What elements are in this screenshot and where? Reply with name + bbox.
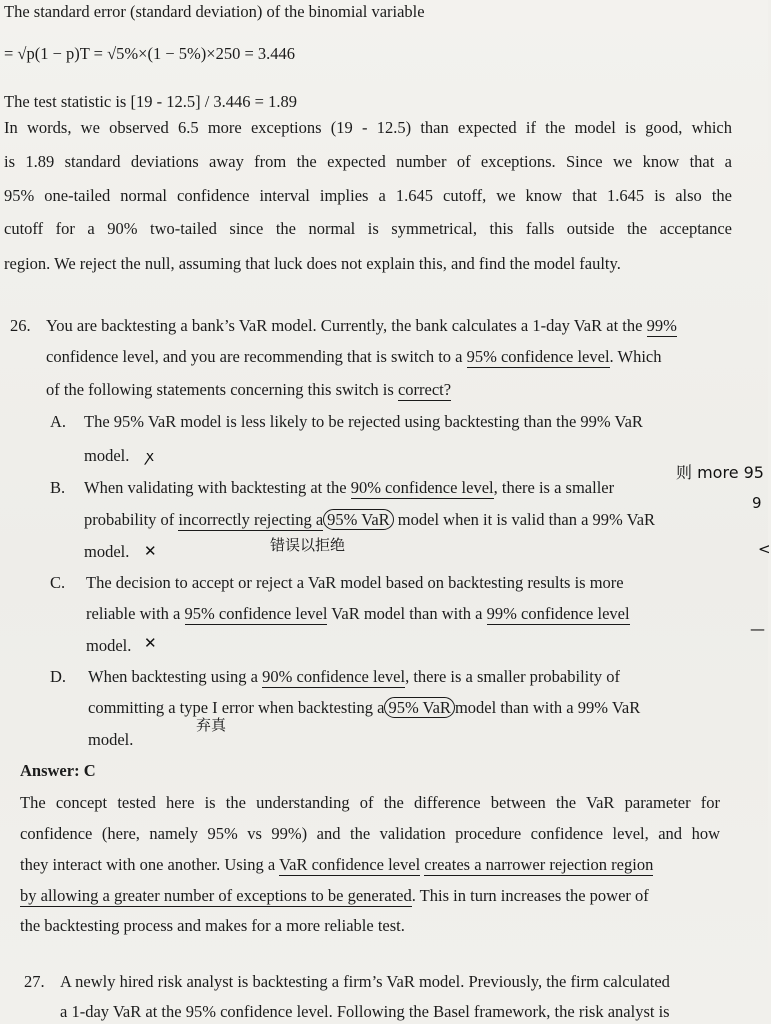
stem-text: . Which [609, 347, 662, 366]
explanation-line: The concept tested here is the understanding of the difference between the VaR parameter for [20, 793, 720, 812]
stem-text: You are backtesting a bank’s VaR model. Currently, the bank calculates a 1-day VaR at the [46, 316, 647, 335]
circled-text: 95% VaR [384, 697, 455, 718]
question-stem-line: a 1-day VaR at the 95% confidence level. Following the Basel framework, the risk analyst is [60, 1002, 670, 1021]
stem-text: of the following statements concerning this switch is [46, 380, 398, 399]
option-text: , there is a smaller [493, 478, 615, 497]
question-stem-line [46, 316, 677, 336]
option-text: probability of [84, 510, 179, 529]
underlined-text: 99% confidence level [486, 604, 630, 623]
handwritten-margin-note: 9 [752, 494, 762, 512]
intro-paragraph-line: region. We reject the null, assuming that luck does not explain this, and find the model faulty. [4, 254, 621, 273]
underlined-text: 95% confidence level [184, 604, 328, 623]
circled-text: 95% VaR [323, 509, 394, 530]
handwritten-note: 错误以拒绝 [270, 536, 346, 554]
question-stem-line [46, 380, 451, 400]
option-text: reliable with a [86, 604, 185, 623]
explanation-line [20, 886, 649, 906]
question-stem-line: A newly hired risk analyst is backtesting a firm’s VaR model. Previously, the firm calculated [60, 972, 670, 991]
option-d-text: model. [88, 730, 134, 749]
underlined-text: creates a narrower rejection region [424, 855, 654, 874]
underlined-text: by allowing a greater number of exceptions to be generated [20, 886, 412, 905]
option-b-text: model. [84, 542, 130, 561]
option-b-text [84, 478, 614, 498]
question-stem-line [46, 347, 661, 367]
option-text: VaR model than with a [327, 604, 487, 623]
intro-paragraph-line: is 1.89 standard deviations away from the expected number of exceptions. Since we know that a [4, 152, 732, 171]
explanation-text: . This in turn increases the power of [411, 886, 649, 905]
underlined-text: 95% confidence level [466, 347, 610, 366]
option-label: C. [50, 573, 66, 592]
intro-paragraph-line: In words, we observed 6.5 more exceptions (19 - 12.5) than expected if the model is good, which [4, 118, 732, 137]
option-d-text [88, 698, 640, 718]
underlined-text: 90% confidence level [350, 478, 494, 497]
option-d-text [88, 667, 620, 687]
option-label: D. [50, 667, 67, 686]
underlined-text: incorrectly rejecting a [178, 510, 324, 529]
explanation-line: the backtesting process and makes for a more reliable test. [20, 916, 405, 935]
intro-paragraph-line: 95% one-tailed normal confidence interval implies a 1.645 cutoff, we know that 1.645 is also the [4, 186, 732, 205]
option-text: committing a type I error when backtesting a [88, 698, 385, 717]
option-text: When backtesting using a [88, 667, 263, 686]
option-c-text: model. [86, 636, 132, 655]
option-text: model than with a 99% VaR [454, 698, 641, 717]
question-number: 27. [24, 972, 45, 991]
handwritten-margin-note: < [758, 540, 771, 558]
handwritten-note: 弃真 [196, 716, 227, 734]
option-c-text [86, 604, 630, 624]
handwritten-note: 则 more 95 [676, 463, 764, 482]
explanation-text: they interact with one another. Using a [20, 855, 280, 874]
handwritten-margin-note: — [750, 620, 765, 638]
underlined-text: 90% confidence level [262, 667, 406, 686]
option-label: A. [50, 412, 67, 431]
intro-paragraph-line: cutoff for a 90% two-tailed since the normal is symmetrical, this falls outside the acceptance [4, 219, 732, 238]
underlined-text: correct? [397, 380, 452, 399]
option-text: , there is a smaller probability of [405, 667, 620, 686]
option-c-text: The decision to accept or reject a VaR model based on backtesting results is more [86, 573, 624, 592]
underlined-text: 99% [646, 316, 677, 335]
formula: = √p(1 − p)T = √5%×(1 − 5%)×250 = 3.446 [4, 44, 295, 63]
test-statistic: The test statistic is [19 - 12.5] / 3.446 = 1.89 [4, 92, 297, 111]
explanation-line [20, 855, 653, 875]
option-label: B. [50, 478, 66, 497]
explanation-line: confidence (here, namely 95% vs 99%) and the validation procedure confidence level, and how [20, 824, 720, 843]
option-text: model when it is valid than a 99% VaR [393, 510, 656, 529]
option-a-text: The 95% VaR model is less likely to be rejected using backtesting than the 99% VaR [84, 412, 643, 431]
handwritten-cross-mark: ✕ [144, 634, 157, 652]
intro-line: The standard error (standard deviation) of the binomial variable [4, 2, 425, 21]
underlined-text: VaR confidence level [279, 855, 421, 874]
question-number: 26. [10, 316, 31, 335]
answer-label: Answer: C [20, 761, 96, 780]
option-a-text: model. [84, 446, 130, 465]
handwritten-cross-mark: ✕ [144, 542, 157, 560]
option-b-text [84, 510, 655, 530]
option-text: When validating with backtesting at the [84, 478, 351, 497]
stem-text: confidence level, and you are recommending that is switch to a [46, 347, 467, 366]
handwritten-cross-mark: ꭗ [146, 447, 154, 465]
